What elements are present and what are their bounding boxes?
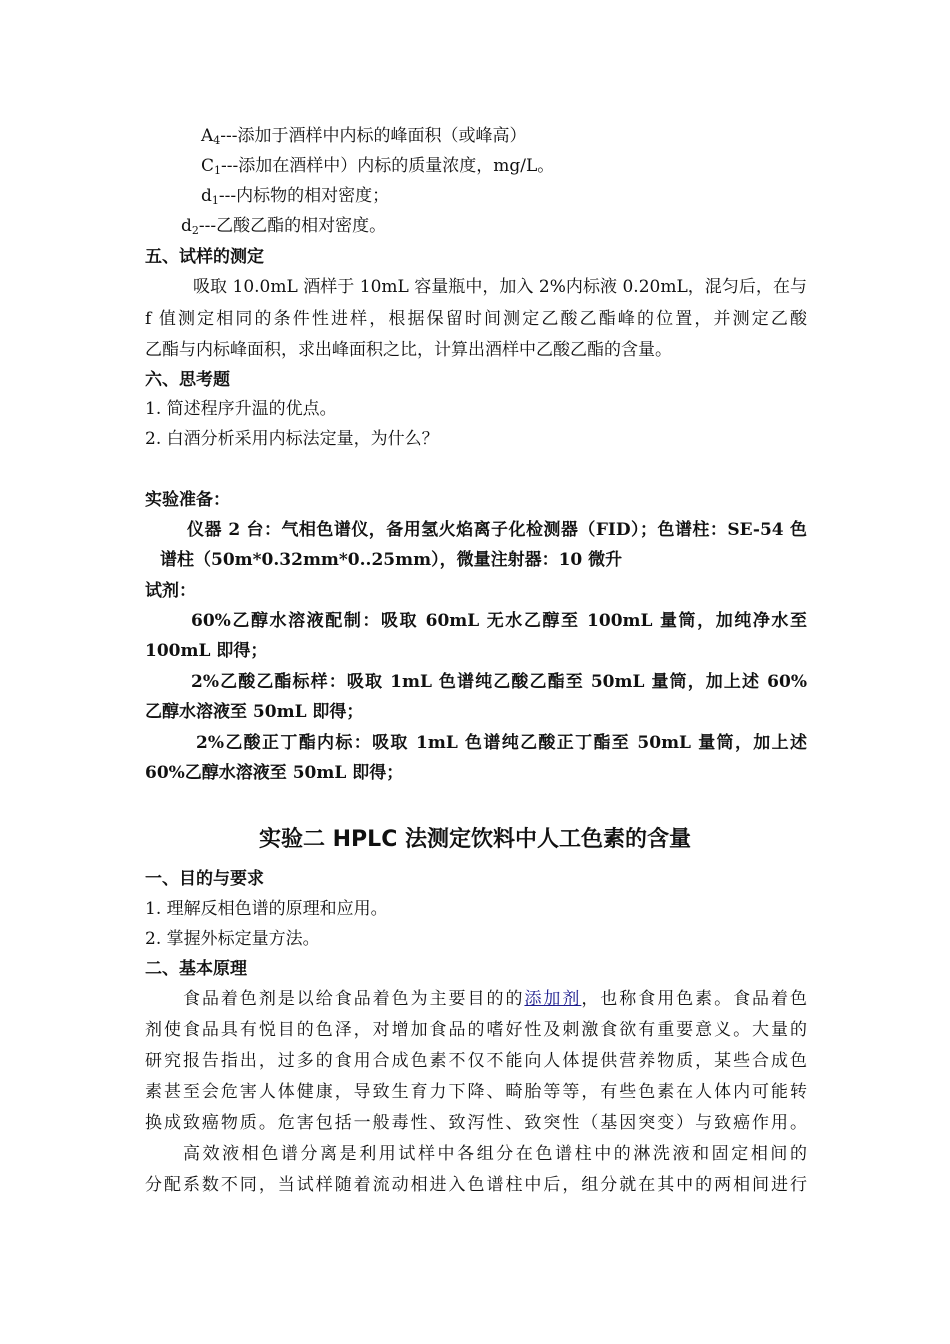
reagent-heading: 试剂：	[145, 581, 196, 601]
reagent-3-line-1: 2%乙酸正丁酯内标：吸取 1mL 色谱纯乙酸正丁酯至 50mL 量筒，加上述	[196, 733, 807, 753]
exp2-section-1-heading: 一、目的与要求	[145, 869, 264, 889]
section-5-heading: 五、试样的测定	[145, 247, 264, 267]
sec5-line-2: f 值测定相同的条件性进样，根据保留时间测定乙酸乙酯峰的位置，并测定乙酸	[145, 309, 807, 329]
question-2: 2. 白酒分析采用内标法定量，为什么？	[145, 429, 439, 449]
legend-d1: $d_1---$内标物的相对密度；	[201, 186, 390, 207]
reagent-1-line-1: 60%乙醇水溶液配制：吸取 60mL 无水乙醇至 100mL 量筒，加纯净水至	[191, 611, 807, 631]
legend-a4: $A_4---$添加于酒样中内标的峰面积（或峰高）	[201, 126, 527, 147]
reagent-2-line-2: 乙醇水溶液至 50mL 即得；	[145, 702, 364, 722]
question-1: 1. 简述程序升温的优点。	[145, 399, 337, 419]
principle-p1-line-3: 研究报告指出，过多的食用合成色素不仅不能向人体提供营养物质，某些合成色	[145, 1051, 807, 1071]
prep-heading: 实验准备：	[145, 490, 230, 510]
principle-p1-line-5: 换成致癌物质。危害包括一般毒性、致泻性、致突性（基因突变）与致癌作用。	[145, 1113, 807, 1133]
sec5-line-1: 吸取 10.0mL 酒样于 10mL 容量瓶中，加入 2%内标液 0.20mL，混匀后，在与	[193, 277, 807, 297]
additive-link[interactable]: 添加剂	[524, 989, 582, 1009]
principle-p1-line-4: 素甚至会危害人体健康，导致生育力下降、畸胎等等，有些色素在人体内可能转	[145, 1082, 807, 1102]
legend-c1: $C_1---$添加在酒样中）内标的质量浓度，mg/L。	[201, 156, 555, 177]
principle-p2-line-2: 分配系数不同，当试样随着流动相进入色谱柱中后，组分就在其中的两相间进行	[145, 1175, 807, 1195]
instrument-line-1: 仪器 2 台：气相色谱仪，备用氢火焰离子化检测器（FID）；色谱柱：SE-54 色	[187, 520, 807, 540]
reagent-1-line-2: 100mL 即得；	[145, 641, 268, 661]
experiment-2-title: 实验二 HPLC 法测定饮料中人工色素的含量	[258, 827, 692, 852]
exp2-objective-1: 1. 理解反相色谱的原理和应用。	[145, 899, 388, 919]
principle-p2-line-1: 高效液相色谱分离是利用试样中各组分在色谱柱中的淋洗液和固定相间的	[183, 1144, 807, 1164]
legend-d2: $d_2---$乙酸乙酯的相对密度。	[181, 216, 387, 237]
exp2-section-2-heading: 二、基本原理	[145, 959, 247, 979]
sec5-line-3: 乙酯与内标峰面积，求出峰面积之比，计算出酒样中乙酸乙酯的含量。	[145, 340, 672, 360]
reagent-2-line-1: 2%乙酸乙酯标样：吸取 1mL 色谱纯乙酸乙酯至 50mL 量筒，加上述 60%	[191, 672, 807, 692]
exp2-objective-2: 2. 掌握外标定量方法。	[145, 929, 320, 949]
principle-p1-line-2: 剂使食品具有悦目的色泽，对增加食品的嗜好性及刺激食欲有重要意义。大量的	[145, 1020, 807, 1040]
section-6-heading: 六、思考题	[145, 370, 230, 390]
principle-p1-line-1: 食品着色剂是以给食品着色为主要目的的添加剂，也称食用色素。食品着色	[183, 989, 807, 1009]
reagent-3-line-2: 60%乙醇水溶液至 50mL 即得；	[145, 763, 404, 783]
instrument-line-2: 谱柱（50m*0.32mm*0..25mm），微量注射器：10 微升	[160, 550, 623, 570]
